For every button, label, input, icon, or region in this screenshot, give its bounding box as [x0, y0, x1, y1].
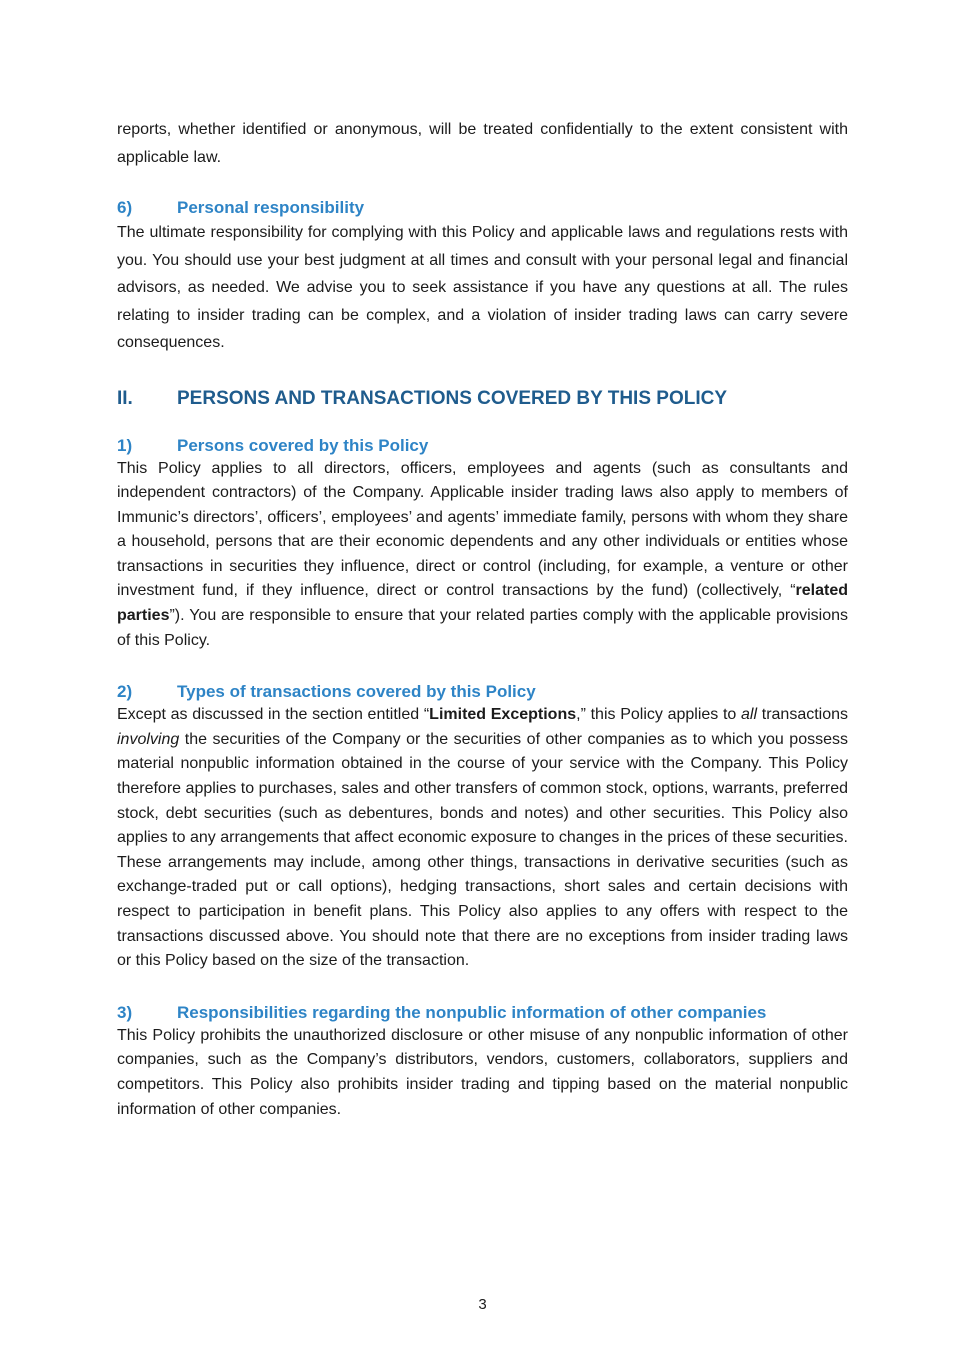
- heading-types-of-transactions: [117, 681, 848, 703]
- heading-persons-covered: [117, 435, 848, 457]
- text-run: Except as discussed in the section entitled “: [117, 706, 430, 724]
- paragraph-persons-covered: [117, 457, 848, 654]
- text-run: This Policy applies to all directors, officers, employees and agents (such as consultants and independent contractors) of the Company. Applicable insider trading laws also apply to members of Immunic’s directors’, officers’, employees’ and agents’ immediate family, persons with whom they share a household, persons that are their economic dependents and any other individuals or entities whose transactions in securities they influence, direct or control (including, for example, a venture or other investment fund, if they influence, direct or control transactions by the fund) (collectively, “: [117, 459, 848, 600]
- heading-text: Responsibilities regarding the nonpublic information of other companies: [177, 1002, 767, 1022]
- page-number: 3: [478, 1296, 487, 1313]
- heading-number: 3): [117, 1002, 133, 1022]
- heading-text: Types of transactions covered by this Policy: [177, 682, 536, 702]
- text-run: reports, whether identified or anonymous, will be treated confidentially to the extent consistent with applicable law.: [117, 121, 848, 166]
- text-run: related parties: [117, 582, 848, 625]
- heading-personal-responsibility: [117, 197, 848, 219]
- paragraph-types-of-transactions: [117, 703, 848, 974]
- text-run: all: [741, 706, 758, 724]
- heading-responsibilities-other-companies: [117, 1002, 848, 1024]
- paragraph-responsibilities-other-companies: [117, 1024, 848, 1122]
- paragraph-confidentiality: [117, 116, 848, 171]
- heading-number: II.: [117, 387, 133, 409]
- text-run: ,” this Policy applies to: [576, 706, 742, 724]
- document-body: [117, 116, 848, 1122]
- text-run: transactions: [757, 706, 849, 724]
- text-run: This Policy prohibits the unauthorized disclosure or other misuse of any nonpublic information of other companies, such as the Company’s distributors, vendors, customers, collaborators, suppliers and competitors. This Policy also prohibits insider trading and tipping based on the material nonpublic information of other companies.: [117, 1026, 848, 1118]
- text-run: the securities of the Company or the securities of other companies as to which you possess material nonpublic information obtained in the course of your service with the Company. This Policy therefore applies to purchases, sales and other transfers of common stock, options, warrants, preferred stock, debt securities (such as debentures, bonds and notes) and other securities. This Policy also applies to any arrangements that affect economic exposure to changes in the prices of these securities. These arrangements may include, among other things, transactions in derivative securities (such as exchange-traded put or call options), hedging transactions, short sales and certain decisions with respect to participation in benefit plans. This Policy also applies to any offers with respect to the transactions discussed above. You should note that there are no exceptions from insider trading laws or this Policy based on the size of the transaction.: [117, 730, 848, 970]
- heading-number: 1): [117, 435, 133, 455]
- heading-text: Personal responsibility: [177, 198, 365, 217]
- heading-number: 6): [117, 198, 133, 217]
- heading-number: 2): [117, 682, 133, 702]
- text-run: The ultimate responsibility for complying with this Policy and applicable laws and regulations rests with you. You should use your best judgment at all times and consult with your personal legal and financial advisors, as needed. We advise you to seek assistance if you have any questions at all. The rules relating to insider trading can be complex, and a violation of insider trading laws can carry severe consequences.: [117, 224, 848, 351]
- heading-text: Persons covered by this Policy: [177, 435, 429, 455]
- text-run: Limited Exceptions: [429, 706, 577, 724]
- heading-persons-and-transactions: [117, 387, 848, 411]
- text-run: involving: [117, 730, 180, 748]
- text-run: ”). You are responsible to ensure that your related parties comply with the applicable provisions of this Policy.: [117, 607, 848, 649]
- heading-text: PERSONS AND TRANSACTIONS COVERED BY THIS POLICY: [177, 387, 728, 409]
- paragraph-personal-responsibility: [117, 219, 848, 357]
